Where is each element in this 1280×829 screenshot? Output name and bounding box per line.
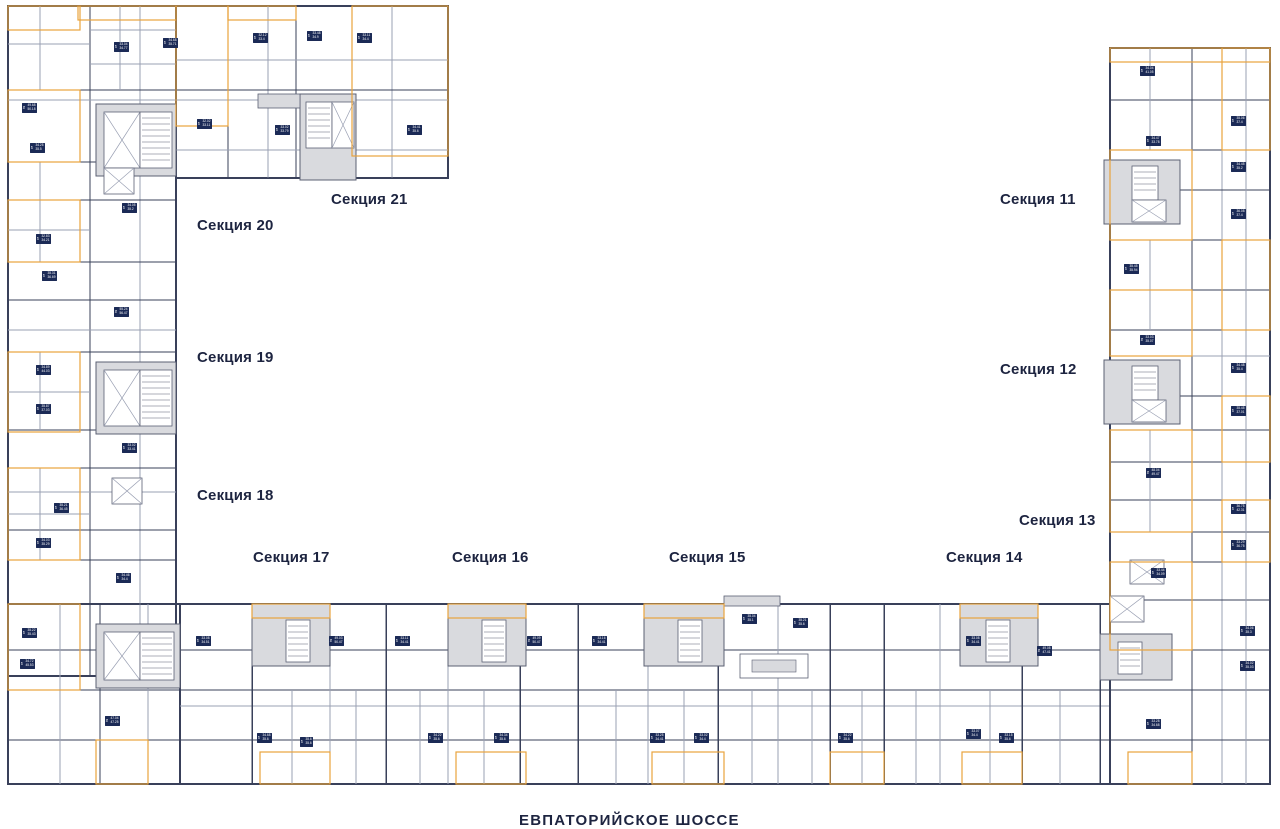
- apartment-room-count: 1: [1231, 364, 1235, 370]
- apartment-tag[interactable]: [966, 729, 981, 739]
- apartment-area-total: 34.68: [168, 38, 177, 42]
- apartment-area-living: 42.31: [1236, 507, 1245, 512]
- apartment-area-living: 35.6: [433, 736, 440, 741]
- apartment-area-living: 35.6: [305, 740, 312, 745]
- apartment-area-total: 32.83: [41, 234, 50, 238]
- apartment-tag[interactable]: [197, 119, 212, 129]
- apartment-tag[interactable]: [1140, 66, 1155, 76]
- apartment-room-count: 1: [650, 734, 654, 740]
- apartment-room-count: 1: [838, 734, 842, 740]
- apartment-area-total: 49.09: [532, 636, 541, 640]
- apartment-tag[interactable]: [114, 42, 129, 52]
- apartment-tag[interactable]: [407, 125, 422, 135]
- apartment-area-total: 33.48: [312, 31, 321, 35]
- apartment-area-living: 35.03: [1245, 664, 1254, 669]
- apartment-area-total: 48.04: [1151, 468, 1160, 472]
- apartment-area-total: 35.87: [41, 404, 50, 408]
- apartment-area-total: 33.44: [1156, 568, 1165, 572]
- apartment-area-total: 34.02: [1245, 661, 1254, 665]
- apartment-room-count: 1: [694, 734, 698, 740]
- apartment-area-total: 33.16: [597, 636, 606, 640]
- apartment-room-count: 1: [30, 144, 34, 150]
- apartment-room-count: 1: [1231, 505, 1235, 511]
- apartment-tag[interactable]: [20, 659, 35, 669]
- apartment-room-count: 1: [494, 734, 498, 740]
- apartment-area-total: 35.31: [47, 271, 56, 275]
- apartment-area-living: 35.07: [1145, 338, 1154, 343]
- apartment-area-living: 37.01: [1236, 409, 1245, 414]
- section-label-15: Секция 15: [669, 549, 746, 566]
- apartment-room-count: 1: [1231, 163, 1235, 169]
- apartment-area-living: 33.78: [1151, 139, 1160, 144]
- apartment-area-living: 35.6: [1004, 736, 1011, 741]
- apartment-area-total: 34.45: [1236, 162, 1245, 166]
- street-label: ЕВПАТОРИЙСКОЕ ШОССЕ: [519, 812, 740, 829]
- apartment-area-living: 34.21: [41, 237, 50, 242]
- apartment-room-count: 1: [257, 734, 261, 740]
- apartment-area-living: 34.41: [400, 639, 409, 644]
- apartment-tag[interactable]: [1231, 116, 1246, 126]
- apartment-tag[interactable]: [105, 716, 120, 726]
- apartment-room-count: 1: [966, 637, 970, 643]
- apartment-room-count: 1: [1124, 265, 1128, 271]
- apartment-area-living: 35.3: [1245, 629, 1252, 634]
- apartment-area-total: 35.04: [747, 614, 756, 618]
- apartment-area-total: 49.68: [27, 103, 36, 107]
- apartment-tag[interactable]: [54, 503, 69, 513]
- apartment-area-living: 44.03: [41, 368, 50, 373]
- section-label-13: Секция 13: [1019, 512, 1096, 529]
- apartment-tag[interactable]: [1146, 136, 1161, 146]
- apartment-area-living: 41.05: [1145, 69, 1154, 74]
- apartment-area-total: 36.75: [1236, 504, 1245, 508]
- apartment-area-total: 36.08: [1236, 209, 1245, 213]
- apartment-area-total: 35.06: [1236, 116, 1245, 120]
- apartment-area-living: 45.53: [25, 662, 34, 667]
- apartment-area-living: 50.18: [27, 106, 36, 111]
- apartment-room-count: 1: [357, 34, 361, 40]
- apartment-room-count: 1: [1151, 569, 1155, 575]
- apartment-tag[interactable]: [428, 733, 443, 743]
- apartment-room-count: 1: [300, 738, 304, 744]
- apartment-tag[interactable]: [163, 38, 178, 48]
- apartment-tag[interactable]: [1231, 162, 1246, 172]
- apartment-tag[interactable]: [30, 143, 45, 153]
- apartment-tag[interactable]: [253, 33, 268, 43]
- apartment-tag[interactable]: [122, 443, 137, 453]
- apartment-room-count: 2: [105, 717, 109, 723]
- apartment-area-total: 35.45: [1129, 264, 1138, 268]
- apartment-area-living: 35.6: [499, 736, 506, 741]
- apartment-tag[interactable]: [307, 31, 322, 41]
- apartment-area-total: 35.21: [59, 503, 68, 507]
- apartment-tag[interactable]: [1231, 363, 1246, 373]
- apartment-tag[interactable]: [1231, 209, 1246, 219]
- apartment-tag[interactable]: [494, 733, 509, 743]
- apartment-area-total: 34.89: [41, 365, 50, 369]
- apartment-tag[interactable]: [742, 614, 757, 624]
- apartment-area-living: 36.75: [1236, 543, 1245, 548]
- apartment-area-total: 47.04: [110, 716, 119, 720]
- apartment-area-total: 34.22: [433, 733, 442, 737]
- apartment-room-count: 1: [36, 539, 40, 545]
- apartment-tag[interactable]: [1240, 661, 1255, 671]
- apartment-area-total: 33.08: [971, 636, 980, 640]
- apartment-area-living: 35.6: [843, 736, 850, 741]
- apartment-tag[interactable]: [22, 628, 37, 638]
- apartment-room-count: 1: [1146, 137, 1150, 143]
- apartment-area-total: 33.07: [971, 729, 980, 733]
- section-label-11: Секция 11: [1000, 191, 1076, 208]
- apartment-room-count: 1: [395, 637, 399, 643]
- apartment-tag[interactable]: [1124, 264, 1139, 274]
- apartment-area-total: 34.68: [262, 733, 271, 737]
- apartment-tag[interactable]: [114, 307, 129, 317]
- apartment-area-total: 33.11: [400, 636, 409, 640]
- apartment-area-living: 35.94: [1129, 267, 1138, 272]
- apartment-area-total: 35.21: [798, 618, 807, 622]
- apartment-area-total: 34.47: [1151, 136, 1160, 140]
- apartment-room-count: 1: [196, 637, 200, 643]
- apartment-area-living: 34.41: [655, 736, 664, 741]
- apartment-room-count: 1: [22, 629, 26, 635]
- apartment-area-living: 34.4: [362, 36, 369, 41]
- apartment-room-count: 1: [428, 734, 432, 740]
- apartment-area-living: 34.4: [971, 732, 978, 737]
- apartment-tag[interactable]: [36, 404, 51, 414]
- apartment-area-living: 33.41: [127, 446, 136, 451]
- apartment-tag[interactable]: [36, 365, 51, 375]
- section-label-21: Секция 21: [331, 191, 408, 208]
- apartment-room-count: 1: [966, 730, 970, 736]
- apartment-area-living: 33.11: [202, 122, 211, 127]
- apartment-area-total: 33.15: [1004, 733, 1013, 737]
- apartment-room-count: 1: [36, 235, 40, 241]
- apartment-tag[interactable]: [36, 234, 51, 244]
- apartment-room-count: 1: [42, 272, 46, 278]
- apartment-tag[interactable]: [1140, 335, 1155, 345]
- apartment-room-count: 1: [122, 444, 126, 450]
- apartment-area-living: 36.45: [59, 506, 68, 511]
- apartment-area-living: 33.4: [258, 36, 265, 41]
- apartment-area-living: 35.29: [41, 541, 50, 546]
- apartment-tag[interactable]: [1151, 568, 1166, 578]
- apartment-area-total: 34.34: [499, 733, 508, 737]
- apartment-area-total: 35.45: [1236, 406, 1245, 410]
- section-label-17: Секция 17: [253, 549, 330, 566]
- apartment-area-total: 35.22: [27, 628, 36, 632]
- apartment-area-total: 33.11: [362, 33, 371, 37]
- apartment-area-total: 34.72: [25, 659, 34, 663]
- apartment-tag[interactable]: [999, 733, 1014, 743]
- apartment-area-living: 35.43: [27, 631, 36, 636]
- apartment-area-total: 32.12: [258, 33, 267, 37]
- apartment-area-total: 34.05: [127, 203, 136, 207]
- section-label-12: Секция 12: [1000, 361, 1077, 378]
- apartment-area-living: 35.2: [1236, 165, 1243, 170]
- apartment-tag[interactable]: [527, 636, 542, 646]
- apartment-area-total: 34.41: [412, 125, 421, 129]
- apartment-room-count: 1: [999, 734, 1003, 740]
- apartment-area-living: 35.1: [747, 617, 754, 622]
- apartment-area-living: 35.6: [412, 128, 419, 133]
- apartment-area-total: 35.6: [305, 737, 312, 741]
- apartment-area-living: 50.47: [532, 639, 541, 644]
- apartment-room-count: 1: [407, 126, 411, 132]
- apartment-room-count: 1: [793, 619, 797, 625]
- apartment-tag[interactable]: [1231, 406, 1246, 416]
- apartment-tag[interactable]: [793, 618, 808, 628]
- apartment-area-living: 49.47: [1151, 471, 1160, 476]
- apartment-room-count: 2: [1140, 336, 1144, 342]
- apartment-room-count: 1: [54, 504, 58, 510]
- apartment-area-total: 33.04: [119, 42, 128, 46]
- apartment-area-total: 33.29: [1236, 540, 1245, 544]
- apartment-tag[interactable]: [592, 636, 607, 646]
- apartment-tag[interactable]: [1240, 626, 1255, 636]
- section-label-18: Секция 18: [197, 487, 274, 504]
- apartment-room-count: 1: [253, 34, 257, 40]
- apartment-room-count: 1: [116, 574, 120, 580]
- apartment-area-living: 34.51: [201, 639, 210, 644]
- apartment-room-count: 2: [22, 104, 26, 110]
- apartment-room-count: 1: [122, 204, 126, 210]
- apartment-area-living: 47.41: [1042, 649, 1051, 654]
- apartment-room-count: 2: [114, 308, 118, 314]
- apartment-room-count: 1: [1231, 407, 1235, 413]
- apartment-area-living: 35.6: [798, 621, 805, 626]
- apartment-area-total: 33.28: [1151, 719, 1160, 723]
- apartment-tag[interactable]: [42, 271, 57, 281]
- apartment-tag[interactable]: [838, 733, 853, 743]
- apartment-area-living: 34.4: [121, 576, 128, 581]
- apartment-area-living: 35.2: [127, 206, 134, 211]
- apartment-room-count: 1: [36, 366, 40, 372]
- apartment-tag[interactable]: [116, 573, 131, 583]
- apartment-area-total: 32.02: [202, 119, 211, 123]
- apartment-room-count: 1: [20, 660, 24, 666]
- apartment-room-count: 2: [1037, 647, 1041, 653]
- apartment-area-living: 35.6: [262, 736, 269, 741]
- apartment-room-count: 1: [592, 637, 596, 643]
- apartment-room-count: 2: [527, 637, 531, 643]
- core-group: [96, 94, 1180, 688]
- apartment-area-living: 35.71: [168, 41, 177, 46]
- apartment-area-total: 34.04: [1145, 66, 1154, 70]
- apartment-area-total: 55.24: [119, 307, 128, 311]
- apartment-room-count: 1: [114, 43, 118, 49]
- apartment-tag[interactable]: [1146, 719, 1161, 729]
- apartment-area-living: 34.68: [1151, 722, 1160, 727]
- apartment-area-living: 34.09: [1156, 571, 1165, 576]
- apartment-room-count: 1: [36, 405, 40, 411]
- apartment-area-total: 33.03: [1145, 335, 1154, 339]
- apartment-room-count: 1: [1240, 627, 1244, 633]
- apartment-area-living: 35.4: [1236, 366, 1243, 371]
- apartment-room-count: 1: [1240, 662, 1244, 668]
- apartment-area-living: 34.41: [597, 639, 606, 644]
- apartment-tag[interactable]: [395, 636, 410, 646]
- apartment-area-living: 37.4: [1236, 119, 1243, 124]
- apartment-tag[interactable]: [122, 203, 137, 213]
- section-label-20: Секция 20: [197, 217, 274, 234]
- apartment-tag[interactable]: [329, 636, 344, 646]
- apartment-room-count: 1: [1231, 541, 1235, 547]
- section-label-16: Секция 16: [452, 549, 529, 566]
- apartment-area-total: 34.48: [1236, 363, 1245, 367]
- apartment-tag[interactable]: [650, 733, 665, 743]
- apartment-room-count: 1: [1231, 210, 1235, 216]
- apartment-area-total: 33.25: [655, 733, 664, 737]
- apartment-area-total: 34.46: [121, 573, 130, 577]
- apartment-area-living: 34.9: [312, 34, 319, 39]
- apartment-room-count: 1: [307, 32, 311, 38]
- apartment-tag[interactable]: [1231, 540, 1246, 550]
- apartment-area-total: 34.06: [1245, 626, 1254, 630]
- apartment-room-count: 1: [742, 615, 746, 621]
- apartment-tag[interactable]: [300, 737, 313, 747]
- apartment-area-living: 36.69: [47, 274, 56, 279]
- apartment-room-count: 1: [1231, 117, 1235, 123]
- apartment-area-total: 49.08: [1042, 646, 1051, 650]
- apartment-area-total: 34.03: [41, 538, 50, 542]
- apartment-area-total: 33.02: [127, 443, 136, 447]
- apartment-area-total: 33.08: [201, 636, 210, 640]
- apartment-area-total: 34.25: [35, 143, 44, 147]
- apartment-room-count: 2: [1146, 469, 1150, 475]
- apartment-room-count: 2: [329, 637, 333, 643]
- apartment-area-living: 34.41: [971, 639, 980, 644]
- apartment-area-living: 37.4: [1236, 212, 1243, 217]
- apartment-tag[interactable]: [966, 636, 981, 646]
- apartment-room-count: 1: [1146, 720, 1150, 726]
- apartment-area-total: 34.22: [843, 733, 852, 737]
- apartment-room-count: 1: [1140, 67, 1144, 73]
- section-label-19: Секция 19: [197, 349, 274, 366]
- apartment-tag[interactable]: [1037, 646, 1052, 656]
- apartment-tag[interactable]: [36, 538, 51, 548]
- apartment-room-count: 1: [163, 39, 167, 45]
- apartment-area-living: 34.4: [699, 736, 706, 741]
- apartment-area-living: 47.25: [110, 719, 119, 724]
- apartment-area-living: 34.77: [119, 45, 128, 50]
- apartment-tag[interactable]: [1231, 504, 1246, 514]
- apartment-area-living: 35.5: [35, 146, 42, 151]
- apartment-room-count: 1: [197, 120, 201, 126]
- apartment-area-total: 33.02: [280, 125, 289, 129]
- apartment-area-living: 56.47: [119, 310, 128, 315]
- apartment-area-total: 33.02: [699, 733, 708, 737]
- apartment-room-count: 1: [275, 126, 279, 132]
- apartment-area-living: 50.47: [334, 639, 343, 644]
- apartment-tag[interactable]: [1146, 468, 1161, 478]
- apartment-tag[interactable]: [275, 125, 290, 135]
- apartment-tag[interactable]: [22, 103, 37, 113]
- section-label-14: Секция 14: [946, 549, 1023, 566]
- apartment-area-total: 49.03: [334, 636, 343, 640]
- apartment-tag[interactable]: [196, 636, 211, 646]
- apartment-tag[interactable]: [257, 733, 272, 743]
- apartment-area-living: 33.79: [280, 128, 289, 133]
- apartment-tag[interactable]: [357, 33, 372, 43]
- apartment-tag[interactable]: [694, 733, 709, 743]
- apartment-area-living: 37.03: [41, 407, 50, 412]
